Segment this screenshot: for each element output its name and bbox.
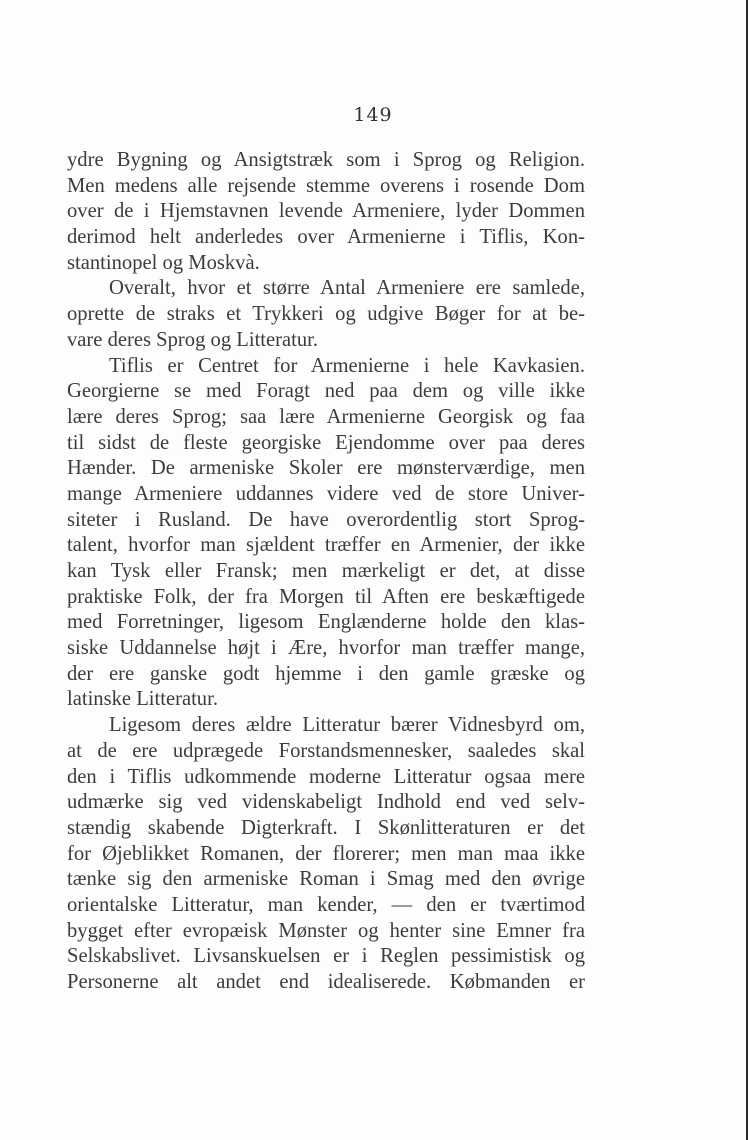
text-line: for Øjeblikket Romanen, der florerer; men man maa ikke bbox=[67, 842, 585, 865]
text-line: siske Uddannelse højt i Ære, hvorfor man træffer mange, bbox=[67, 637, 585, 660]
text-line: tænke sig den armeniske Roman i Smag med den øvrige bbox=[67, 868, 585, 891]
text-line: stantinopel og Moskvà. bbox=[67, 251, 260, 274]
text-line: med Forretninger, ligesom Englænderne holde den klas- bbox=[67, 611, 585, 634]
text-line: bygget efter evropæisk Mønster og henter sine Emner fra bbox=[67, 919, 585, 942]
body-text bbox=[67, 148, 585, 996]
text-line: at de ere udprægede Forstandsmennesker, saaledes skal bbox=[67, 739, 585, 762]
text-line: ydre Bygning og Ansigtstræk som i Sprog og Religion. bbox=[67, 149, 585, 171]
text-line: orientalske Litteratur, man kender, — den er tværtimod bbox=[67, 893, 585, 916]
text-line: til sidst de fleste georgiske Ejendomme over paa deres bbox=[67, 431, 585, 454]
text-line: siteter i Rusland. De have overordentlig stort Sprog- bbox=[67, 508, 585, 531]
text-line: Georgierne se med Foragt ned paa dem og ville ikke bbox=[67, 380, 585, 403]
text-line: Selskabslivet. Livsanskuelsen er i Reglen pessimistisk og bbox=[67, 945, 585, 968]
text-line: Personerne alt andet end idealiserede. Købmanden er bbox=[67, 971, 585, 993]
text-line: stændig skabende Digterkraft. I Skønlitteraturen er det bbox=[67, 816, 585, 839]
text-line: lære deres Sprog; saa lære Armenierne Georgisk og faa bbox=[67, 405, 585, 428]
text-line: over de i Hjemstavnen levende Armeniere, lyder Dommen bbox=[67, 200, 585, 223]
text-line: der ere ganske godt hjemme i den gamle græske og bbox=[67, 662, 585, 685]
text-line: talent, hvorfor man sjældent træffer en Armenier, der ikke bbox=[67, 534, 585, 557]
text-line: Overalt, hvor et større Antal Armeniere ere samlede, bbox=[109, 277, 585, 300]
page-number: 149 bbox=[353, 104, 393, 126]
text-line: kan Tysk eller Fransk; men mærkeligt er det, at disse bbox=[67, 560, 585, 582]
text-line: Tiflis er Centret for Armenierne i hele Kavkasien. bbox=[109, 354, 585, 377]
text-line: derimod helt anderledes over Armenierne i Tiflis, Kon- bbox=[67, 226, 585, 249]
text-line: oprette de straks et Trykkeri og udgive Bøger for at be- bbox=[67, 303, 585, 326]
text-line: praktiske Folk, der fra Morgen til Aften ere beskæftigede bbox=[67, 585, 585, 608]
text-line: Men medens alle rejsende stemme overens i rosende Dom bbox=[67, 174, 585, 197]
text-line: mange Armeniere uddannes videre ved de store Univer- bbox=[67, 482, 585, 505]
text-line: latinske Litteratur. bbox=[67, 688, 218, 711]
text-line: vare deres Sprog og Litteratur. bbox=[67, 328, 319, 351]
text-line: Hænder. De armeniske Skoler ere mønsterværdige, men bbox=[67, 457, 585, 480]
text-line: den i Tiflis udkommende moderne Litteratur ogsaa mere bbox=[67, 765, 585, 788]
text-line: udmærke sig ved videnskabeligt Indhold end ved selv- bbox=[67, 791, 585, 814]
text-line: Ligesom deres ældre Litteratur bærer Vidnesbyrd om, bbox=[109, 714, 585, 737]
